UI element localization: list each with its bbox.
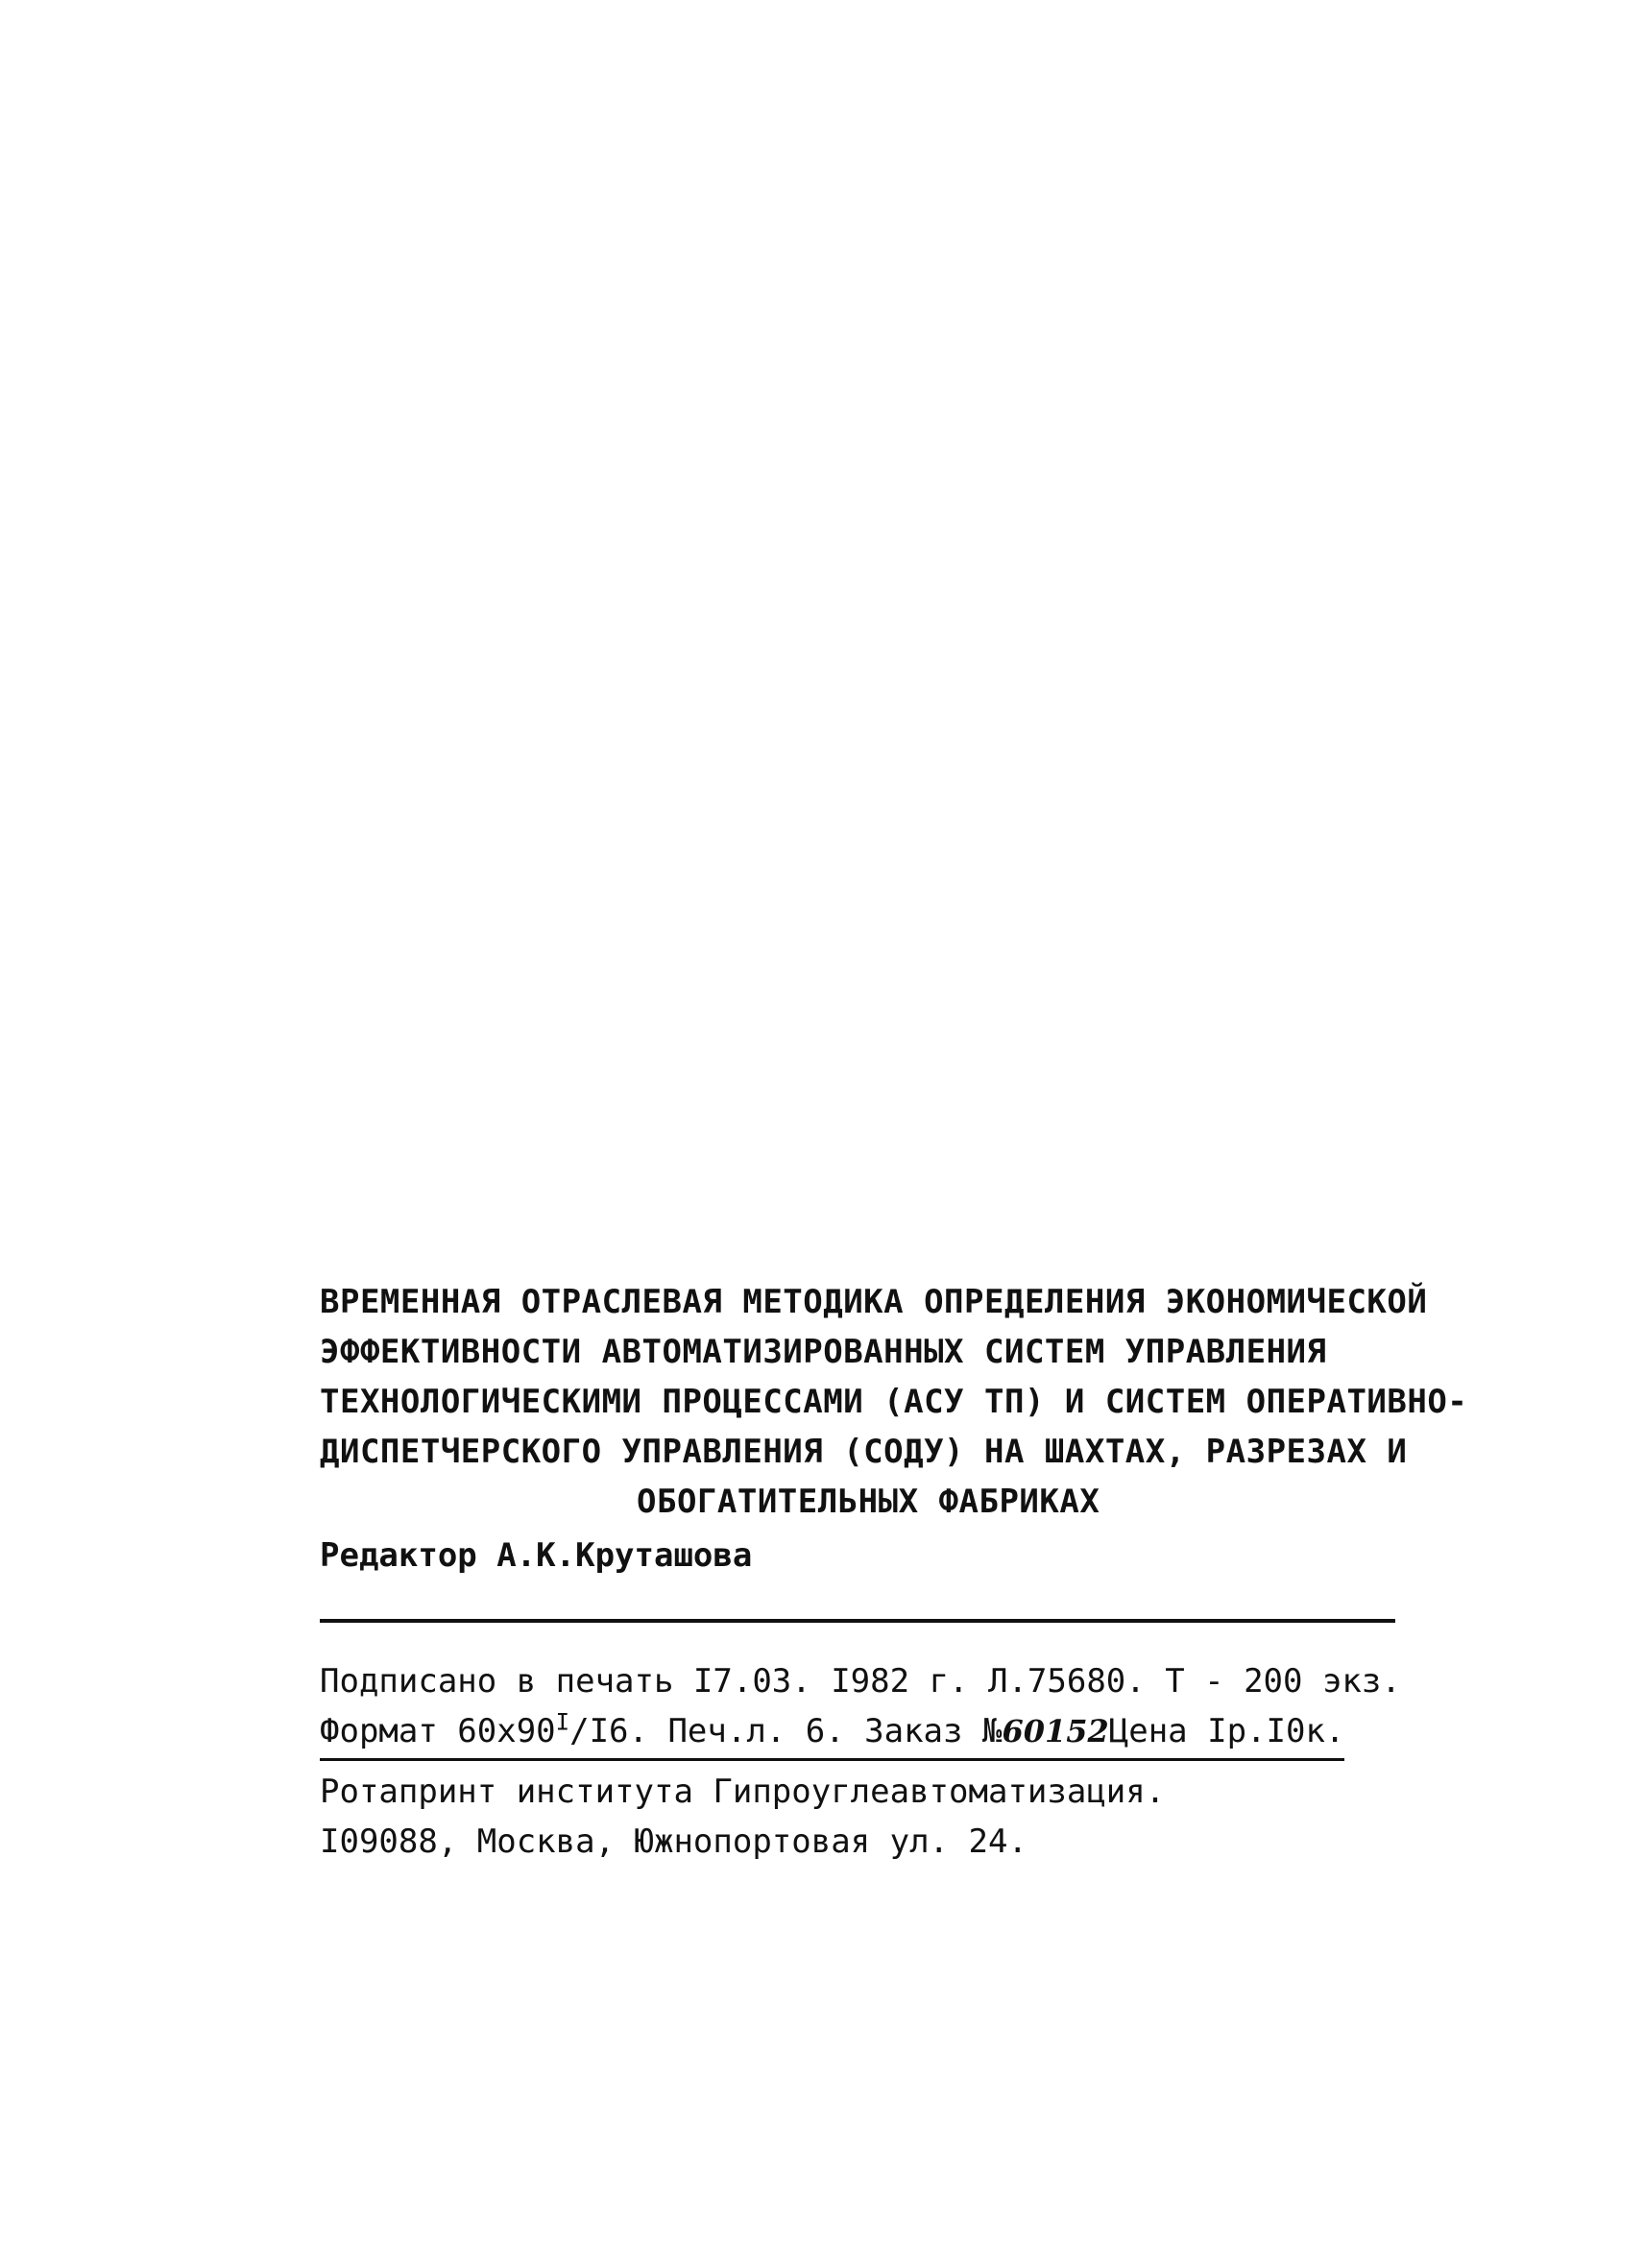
format-label: Формат 60х90 (320, 1712, 556, 1750)
title-line-4: ДИСПЕТЧЕРСКОГО УПРАВЛЕНИЯ (СОДУ) НА ШАХТАХ, РАЗРЕЗАХ И (320, 1433, 1408, 1471)
title-line-2: ЭФФЕКТИВНОСТИ АВТОМАТИЗИРОВАННЫХ СИСТЕМ УПРАВЛЕНИЯ (320, 1333, 1327, 1371)
format-details: /I6. Печ.л. 6. Заказ № (569, 1712, 1003, 1750)
horizontal-rule (320, 1619, 1395, 1623)
imprint-format-line (320, 1706, 1401, 1761)
order-number-handwritten: 60152 (1002, 1713, 1109, 1749)
format-superscript: I (555, 1708, 570, 1736)
press-name: Ротапринт института Гипроуглеавтоматизация. (320, 1773, 1166, 1811)
imprint-block (320, 1656, 1401, 1761)
editor-credit: Редактор А.К.Круташова (320, 1536, 753, 1575)
imprint-signed-line: Подписано в печать I7.03. I982 г. Л.75680. Т - 200 экз. (320, 1662, 1401, 1701)
document-title (320, 1277, 1468, 1527)
price: Цена Iр.I0к. (1108, 1712, 1345, 1750)
title-line-3: ТЕХНОЛОГИЧЕСКИМИ ПРОЦЕССАМИ (АСУ ТП) И СИСТЕМ ОПЕРАТИВНО- (320, 1383, 1468, 1421)
press-address: I09088, Москва, Южнопортовая ул. 24. (320, 1822, 1028, 1861)
press-block (320, 1767, 1165, 1867)
imprint-format-underlined (320, 1706, 1344, 1761)
title-line-1: ВРЕМЕННАЯ ОТРАСЛЕВАЯ МЕТОДИКА ОПРЕДЕЛЕНИЯ ЭКОНОМИЧЕСКОЙ (320, 1283, 1428, 1321)
title-line-5: ОБОГАТИТЕЛЬНЫХ ФАБРИКАХ (637, 1483, 1100, 1521)
